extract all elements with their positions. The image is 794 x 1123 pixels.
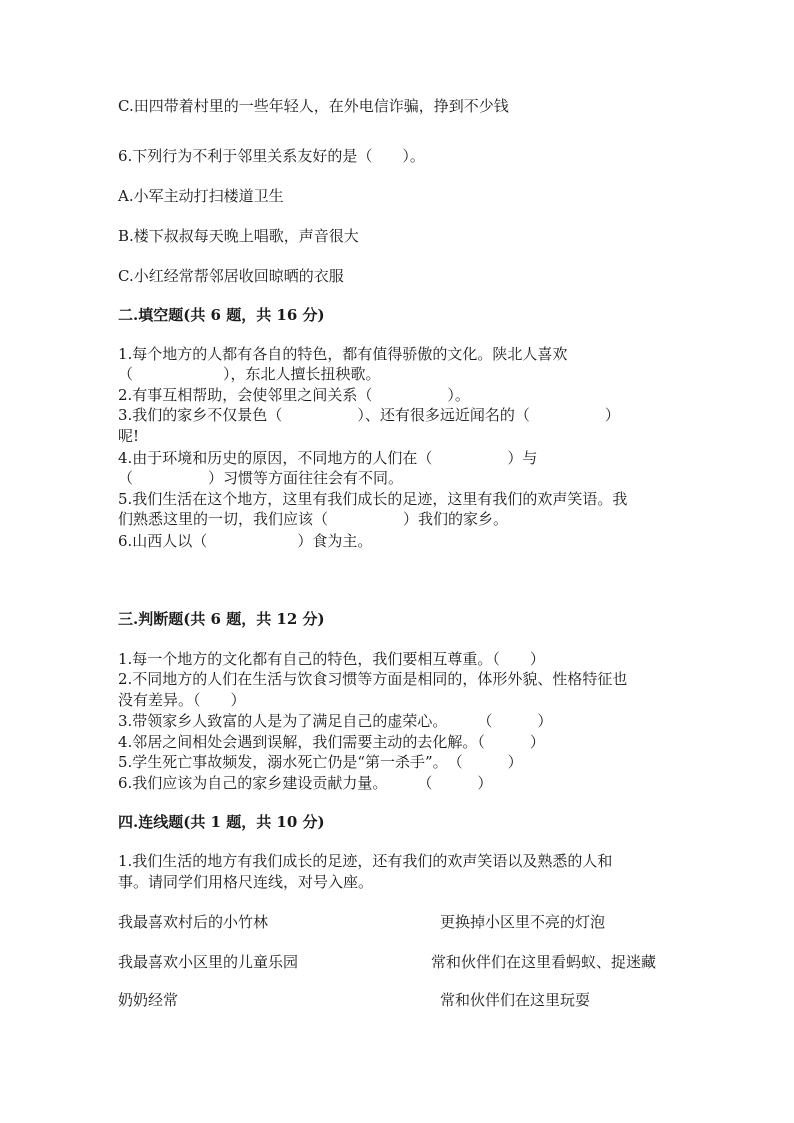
match-left-item: 我最喜欢小区里的儿童乐园	[118, 953, 299, 971]
s4-line: 事。请同学们用格尺连线，对号入座。	[118, 873, 374, 891]
s3-line: 2.不同地方的人们在生活与饮食习惯等方面是相同的，体形外貌、性格特征也	[118, 670, 628, 688]
section3-title: 三.判断题(共 6 题，共 12 分)	[118, 610, 325, 628]
s2-line: 6.山西人以（ ）食为主。	[118, 532, 373, 550]
s2-line: 们熟悉这里的一切，我们应该（ ）我们的家乡。	[118, 510, 509, 528]
match-right-item: 更换掉小区里不亮的灯泡	[440, 913, 606, 931]
s2-line: 呢!	[118, 427, 140, 445]
s2-line: （ ），东北人擅长扭秧歌。	[118, 365, 381, 383]
s2-line: 1.每个地方的人都有各自的特色，都有值得骄傲的文化。陕北人喜欢	[118, 345, 568, 363]
section4-title: 四.连线题(共 1 题，共 10 分)	[118, 813, 325, 831]
s3-line: 4.邻居之间相处会遇到误解，我们需要主动的去化解。（ ）	[118, 733, 545, 751]
s2-line: 4.由于环境和历史的原因，不同地方的人们在（ ）与	[118, 449, 538, 467]
q6-option-c: C.小红经常帮邻居收回晾晒的衣服	[118, 267, 344, 285]
s2-line: 5.我们生活在这个地方，这里有我们成长的足迹，这里有我们的欢声笑语。我	[118, 490, 628, 508]
match-left-item: 我最喜欢村后的小竹林	[118, 913, 269, 931]
match-left-item: 奶奶经常	[118, 991, 179, 1009]
s3-line: 6.我们应该为自己的家乡建设贡献力量。 （ ）	[118, 774, 493, 792]
s2-line: （ ）习惯等方面往往会有不同。	[118, 469, 404, 487]
s2-line: 2.有事互相帮助，会使邻里之间关系（ ）。	[118, 386, 470, 404]
s3-line: 1.每一个地方的文化都有自己的特色，我们要相互尊重。（ ）	[118, 650, 545, 668]
q5-option-c: C.田四带着村里的一些年轻人，在外电信诈骗，挣到不少钱	[118, 97, 509, 115]
s3-line: 没有差异。（ ）	[118, 691, 246, 709]
match-right-item: 常和伙伴们在这里看蚂蚁、捉迷藏	[431, 953, 657, 971]
s4-line: 1.我们生活的地方有我们成长的足迹，还有我们的欢声笑语以及熟悉的人和	[118, 852, 613, 870]
q6-option-a: A.小军主动打扫楼道卫生	[118, 187, 284, 205]
q6-option-b: B.楼下叔叔每天晚上唱歌，声音很大	[118, 227, 359, 245]
s3-line: 5.学生死亡事故频发，溺水死亡仍是“第一杀手”。 （ ）	[118, 753, 523, 771]
section2-title: 二.填空题(共 6 题，共 16 分)	[118, 306, 325, 324]
s3-line: 3.带领家乡人致富的人是为了满足自己的虚荣心。 （ ）	[118, 712, 553, 730]
s2-line: 3.我们的家乡不仅景色（ ）、还有很多远近闻名的（ ）	[118, 406, 620, 424]
match-right-item: 常和伙伴们在这里玩耍	[440, 991, 591, 1009]
q6-stem: 6.下列行为不利于邻里关系友好的是（ ）。	[118, 147, 425, 165]
